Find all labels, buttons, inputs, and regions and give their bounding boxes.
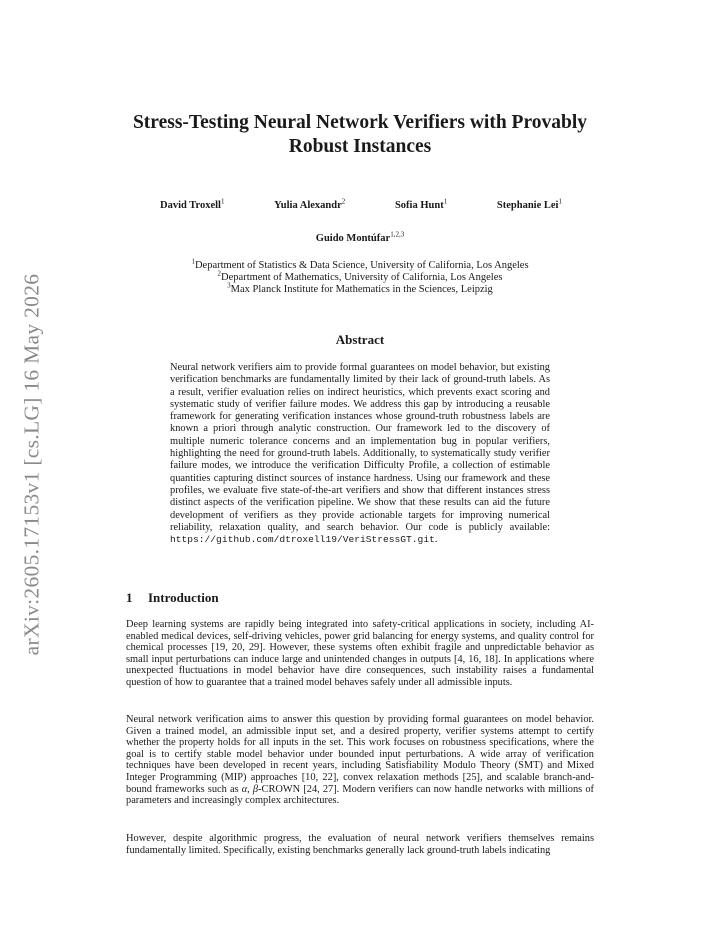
affiliation: $^1$Department of Statistics & Data Science, University of California, Los Angeles [191,257,529,271]
code-link[interactable]: https://github.com/dtroxell19/VeriStressGT.git [170,534,435,546]
section-heading [126,590,219,606]
section-title: Introduction [148,590,219,605]
abstract-heading: Abstract [335,332,385,347]
paragraph: Deep learning systems are rapidly being integrated into safety-critical applications in society, including AI-enabled medical devices, self-driving vehicles, power grid balancing for energy systems, and quality control for chemical processes [19, 20, 29]. However, these systems often exhibit fragile and unpredictable behavior as small input perturbations can induce large and unintended changes in outputs [4, 16, 18]. In applications where unexpected fluctuations in model behavior have dire consequences, such instability raises a fundamental question of how to guarantee that a trained model behaves safely under all admissible inputs. [126,619,594,688]
abstract-body: Neural network verifiers aim to provide formal guarantees on model behavior, but existing verification benchmarks are fundamentally limited by their lack of ground-truth labels. As a result, verifier evaluation relies on indirect heuristics, which prevents exact scoring and systematic study of verifier failure modes. We address this gap by introducing a reusable framework for generating verification instances whose ground-truth robustness labels are known a priori through analytic construction. Our framework led to the discovery of multiple numeric tolerance concerns and an implementation bug in popular verifiers, highlighting the need for ground-truth labels. Additionally, to systematically study verifier failure modes, we introduce the verification Difficulty Profile, a collection of estimable quantities capturing distinct sources of instance hardness. Using our framework and these profiles, we evaluate five state-of-the-art verifiers and show that different instances stress distinct aspects of the verification pipeline. We show that these results can aid the future development of verifiers as they provide actionable targets for improving numerical reliability, relaxation quality, and search behavior. Our code is publicly available: https://github.com/dtroxell19/VeriStressGT.git. [170,362,550,546]
author: Guido Montúfar$^{1,2,3}$ [315,230,405,244]
arxiv-identifier: arXiv:2605.17153v1 [cs.LG] 16 May 2026 [19,273,44,655]
abstract-text: Neural network verifiers aim to provide formal guarantees on model behavior, but existing verification benchmarks are fundamentally limited by their lack of ground-truth labels. As a result, verifier evaluation relies on indirect heuristics, which prevents exact scoring and systematic study of verifier failure modes. We address this gap by introducing a reusable framework for generating verification instances whose ground-truth robustness labels are known a priori through analytic construction. Our framework led to the discovery of multiple numeric tolerance concerns and an implementation bug in popular verifiers, highlighting the need for ground-truth labels. Additionally, to systematically study verifier failure modes, we introduce the verification Difficulty Profile, a collection of estimable quantities capturing distinct sources of instance hardness. Using our framework and these profiles, we evaluate five state-of-the-art verifiers and show that different instances stress distinct aspects of the verification pipeline. We show that these results can aid the future development of verifiers as they provide actionable targets for improving numerical reliability, relaxation quality, and search behavior. Our code is publicly available: [170,362,550,533]
author-list [110,197,610,211]
affiliation: $^3$Max Planck Institute for Mathematics in the Sciences, Leipzig [227,281,493,296]
paper-title: Stress-Testing Neural Network Verifiers with Provably Robust Instances [132,112,588,157]
affiliations [110,257,610,297]
author: David Troxell$^1$ [160,197,225,211]
affiliation: $^2$Department of Mathematics, University of California, Los Angeles [217,269,503,284]
section-number: 1 [126,590,133,605]
paragraph: However, despite algorithmic progress, the evaluation of neural network verifiers themselves remains fundamentally limited. Specifically, existing benchmarks generally lack ground-truth labels indicating [126,833,594,856]
author-list-row2 [110,230,610,244]
paragraph: Neural network verification aims to answer this question by providing formal guarantees on model behavior. Given a trained model, an admissible input set, and a desired property, verifier systems attempt to certify whether the property holds for all inputs in the set. This work focuses on robustness specifications, where the goal is to certify stable model behavior under bounded input perturbations. A wide array of verification techniques have been developed in recent years, including Satisfiability Modulo Theory (SMT) and Mixed Integer Programming (MIP) approaches [10, 22], convex relaxation methods [25], and scalable branch-and-bound frameworks such as α, β-CROWN [24, 27]. Modern verifiers can now handle networks with millions of parameters and increasingly complex architectures. [126,714,594,807]
author: Sofia Hunt$^1$ [394,197,448,211]
author: Stephanie Lei$^1$ [496,197,562,211]
arxiv-sidebar [14,258,50,670]
author: Yulia Alexandr$^2$ [274,197,346,211]
